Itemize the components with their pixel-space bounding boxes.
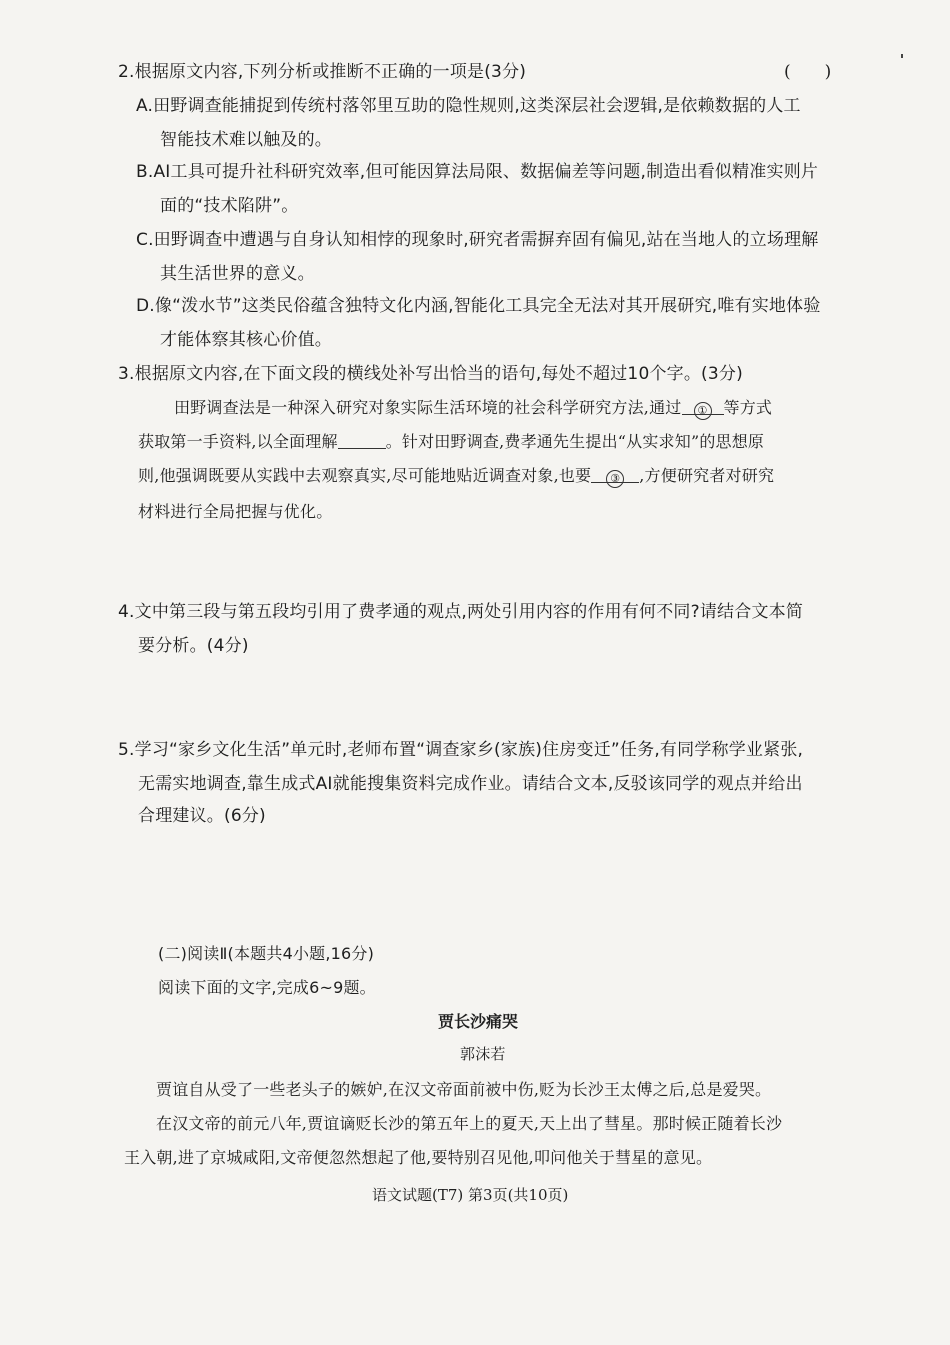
q3-stem: 3.根据原文内容,在下面文段的横线处补写出恰当的语句,每处不超过10个字。(3分)	[118, 364, 743, 384]
article-author: 郭沫若	[460, 1045, 506, 1063]
q2-stem: 2.根据原文内容,下列分析或推断不正确的一项是(3分)	[118, 62, 527, 82]
q2-answer-bracket: ( )	[784, 62, 832, 82]
q2-option-a-line2: 智能技术难以触及的。	[160, 130, 332, 150]
q3-passage-line4: 材料进行全局把握与优化。	[138, 502, 333, 521]
blank-marker-1: ①	[694, 402, 712, 420]
q2-option-b-line2: 面的“技术陷阱”。	[160, 196, 299, 216]
q3-passage-text: 获取第一手资料,以全面理解	[138, 432, 338, 451]
q2-option-c-line1: C.田野调查中遭遇与自身认知相悖的现象时,研究者需摒弃固有偏见,站在当地人的立场理解	[136, 230, 819, 250]
q2-option-d-line2: 才能体察其核心价值。	[160, 330, 332, 350]
q4-line1: 4.文中第三段与第五段均引用了费孝通的观点,两处引用内容的作用有何不同?请结合文本简	[118, 602, 804, 622]
blank-3[interactable]	[591, 466, 639, 483]
q5-line2: 无需实地调查,靠生成式AI就能搜集资料完成作业。请结合文本,反驳该同学的观点并给出	[138, 774, 803, 794]
q3-passage-line3	[138, 464, 774, 488]
q2-option-b-line1: B.AI工具可提升社科研究效率,但可能因算法局限、数据偏差等问题,制造出看似精准实则片	[136, 162, 819, 182]
q4-line2: 要分析。(4分)	[138, 636, 249, 656]
q3-passage-text: 田野调查法是一种深入研究对象实际生活环境的社会科学研究方法,通过	[174, 398, 682, 417]
page-footer: 语文试题(T7) 第3页(共10页)	[372, 1186, 569, 1204]
q5-line3: 合理建议。(6分)	[138, 806, 266, 826]
q3-passage-line2	[138, 430, 764, 454]
scan-speck	[901, 54, 903, 58]
q2-option-d-line1: D.像“泼水节”这类民俗蕴含独特文化内涵,智能化工具完全无法对其开展研究,唯有实地体验	[136, 296, 821, 316]
article-paragraph-2-line2: 王入朝,进了京城咸阳,文帝便忽然想起了他,要特别召见他,叩问他关于彗星的意见。	[124, 1148, 713, 1167]
q3-passage-text: 等方式	[723, 398, 773, 417]
blank-1[interactable]	[682, 398, 724, 415]
q2-option-c-line2: 其生活世界的意义。	[160, 264, 315, 284]
article-paragraph-1: 贾谊自从受了一些老头子的嫉妒,在汉文帝面前被中伤,贬为长沙王太傅之后,总是爱哭。	[156, 1080, 772, 1099]
q3-passage-text: 则,他强调既要从实践中去观察真实,尽可能地贴近调查对象,也要	[138, 466, 592, 485]
article-paragraph-2-line1: 在汉文帝的前元八年,贾谊谪贬长沙的第五年上的夏天,天上出了彗星。那时候正随着长沙	[156, 1114, 783, 1133]
q2-option-a-line1: A.田野调查能捕捉到传统村落邻里互助的隐性规则,这类深层社会逻辑,是依赖数据的人工	[136, 96, 801, 116]
blank-marker-3: ③	[606, 470, 624, 488]
q5-line1: 5.学习“家乡文化生活”单元时,老师布置“调查家乡(家族)住房变迁”任务,有同学称学业紧张,	[118, 740, 804, 760]
q3-passage-line1	[174, 396, 772, 420]
section-heading: (二)阅读Ⅱ(本题共4小题,16分)	[158, 944, 375, 963]
q3-passage-text: ,方便研究者对研究	[639, 466, 775, 485]
section-instruction: 阅读下面的文字,完成6~9题。	[158, 978, 376, 997]
article-title: 贾长沙痛哭	[438, 1012, 519, 1031]
q3-passage-text: 。针对田野调查,费孝通先生提出“从实求知”的思想原	[385, 432, 765, 451]
blank-2[interactable]	[338, 432, 386, 449]
